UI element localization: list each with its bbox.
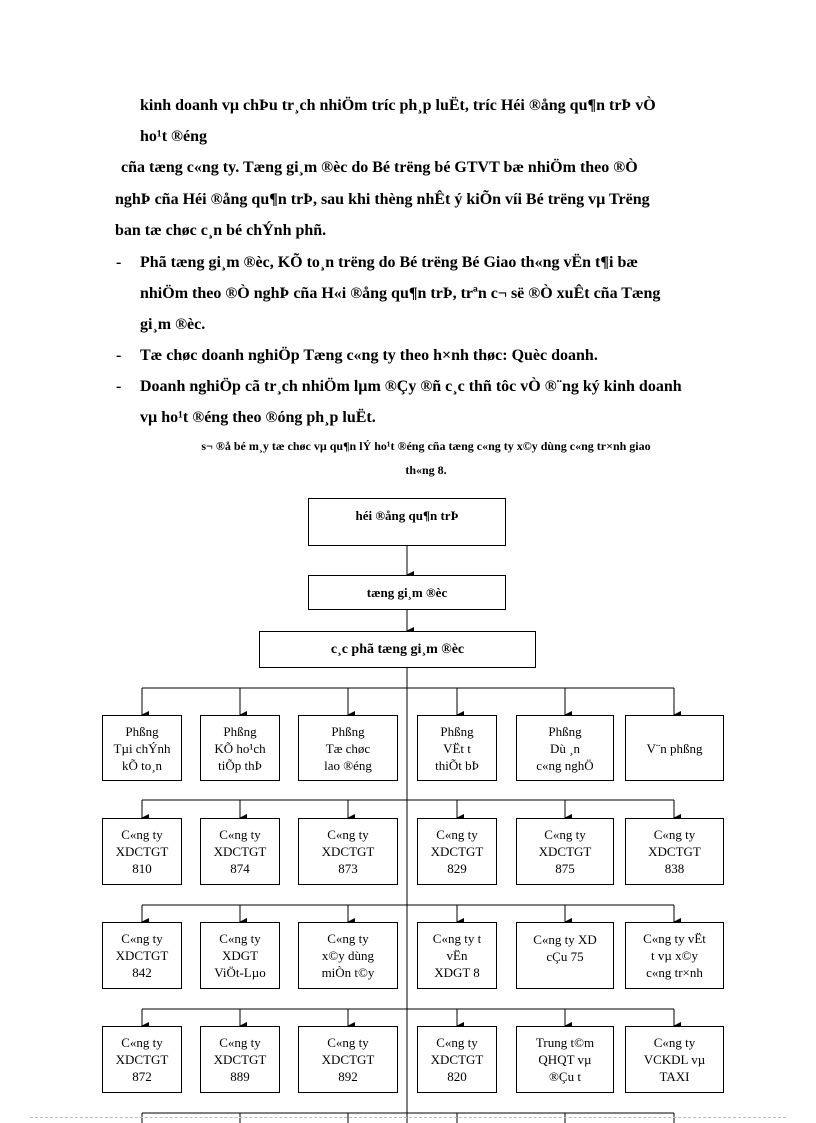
bullet-dash: - (116, 254, 122, 271)
bullet-dash: - (116, 378, 122, 395)
figure-caption: s¬ ®å bé m¸y tæ chøc vµ qu¶n lÝ ho¹t ®éng cña tæng c«ng ty x©y dùng c«ng tr×nh giao (201, 439, 651, 453)
bullet-line: Phã tæng gi¸m ®èc, KÕ to¸n trëng do Bé trëng Bé Giao th«ng vËn t¶i bæ (140, 254, 638, 271)
deputy-directors-box: c¸c phã tæng gi¸m ®èc (259, 631, 536, 668)
company-box: C«ng ty XD cÇu 75 (516, 922, 614, 989)
dept-box: Phßng Tµi chÝnh kÕ to¸n (102, 715, 182, 781)
bullet-line: Tæ chøc doanh nghiÖp Tæng c«ng ty theo h×nh thøc: Quèc doanh. (140, 347, 598, 364)
company-box: C«ng ty XDCTGT 829 (417, 818, 497, 885)
bullet-dash: - (116, 347, 122, 364)
general-director-box: tæng gi¸m ®èc (308, 575, 506, 610)
company-box: C«ng ty XDCTGT 892 (298, 1026, 398, 1093)
bullet-line: nhiÖm theo ®Ò nghÞ cña H«i ®ång qu¶n trÞ, trªn c¬ së ®Ò xuÊt cña Tæng (140, 285, 661, 302)
dept-box: Phßng VËt t thiÕt bÞ (417, 715, 497, 781)
company-box: C«ng ty XDCTGT 889 (200, 1026, 280, 1093)
paragraph-line: ho¹t ®éng (140, 128, 207, 145)
dept-box: Phßng KÕ ho¹ch tiÕp thÞ (200, 715, 280, 781)
page-bottom-divider (30, 1117, 786, 1118)
dept-box: Phßng Tæ chøc lao ®éng (298, 715, 398, 781)
company-box: C«ng ty XDCTGT 875 (516, 818, 614, 885)
paragraph-line: ban tæ chøc c¸n bé chÝnh phñ. (115, 222, 327, 239)
bullet-line: vµ ho¹t ®éng theo ®óng ph¸p luËt. (140, 409, 376, 426)
board-of-directors-box: héi ®ång qu¶n trÞ (308, 498, 506, 546)
bullet-line: Doanh nghiÖp cã tr¸ch nhiÖm lµm ®Çy ®ñ c¸c thñ tôc vÒ ®¨ng ký kinh doanh (140, 378, 682, 395)
company-box: C«ng ty XDCTGT 842 (102, 922, 182, 989)
company-box: C«ng ty XDCTGT 838 (625, 818, 724, 885)
company-box: C«ng ty XDCTGT 820 (417, 1026, 497, 1093)
company-box: Trung t©m QHQT vµ ®Çu t (516, 1026, 614, 1093)
company-box: C«ng ty x©y dùng miÒn t©y (298, 922, 398, 989)
paragraph-line: cña tæng c«ng ty. Tæng gi¸m ®èc do Bé trëng bé GTVT bæ nhiÖm theo ®Ò (121, 159, 638, 176)
company-box: C«ng ty XDCTGT 810 (102, 818, 182, 885)
company-box: C«ng ty t vËn XDGT 8 (417, 922, 497, 989)
company-box: C«ng ty VCKDL vµ TAXI (625, 1026, 724, 1093)
paragraph-line: nghÞ cña Héi ®ång qu¶n trÞ, sau khi thèng nhÊt ý kiÕn víi Bé trëng vµ Trëng (115, 191, 650, 208)
dept-box: V¨n phßng (625, 715, 724, 781)
company-box: C«ng ty XDCTGT 874 (200, 818, 280, 885)
company-box: C«ng ty vËt t vµ x©y c«ng tr×nh (625, 922, 724, 989)
dept-box: Phßng Dù ¸n c«ng nghÖ (516, 715, 614, 781)
bullet-line: gi¸m ®èc. (140, 316, 206, 333)
figure-caption: th«ng 8. (405, 463, 447, 477)
paragraph-line: kinh doanh vµ chÞu tr¸ch nhiÖm tríc ph¸p luËt, tríc Héi ®ång qu¶n trÞ vÒ (140, 97, 656, 114)
company-box: C«ng ty XDCTGT 872 (102, 1026, 182, 1093)
company-box: C«ng ty XDCTGT 873 (298, 818, 398, 885)
company-box: C«ng ty XDGT ViÖt-Lµo (200, 922, 280, 989)
